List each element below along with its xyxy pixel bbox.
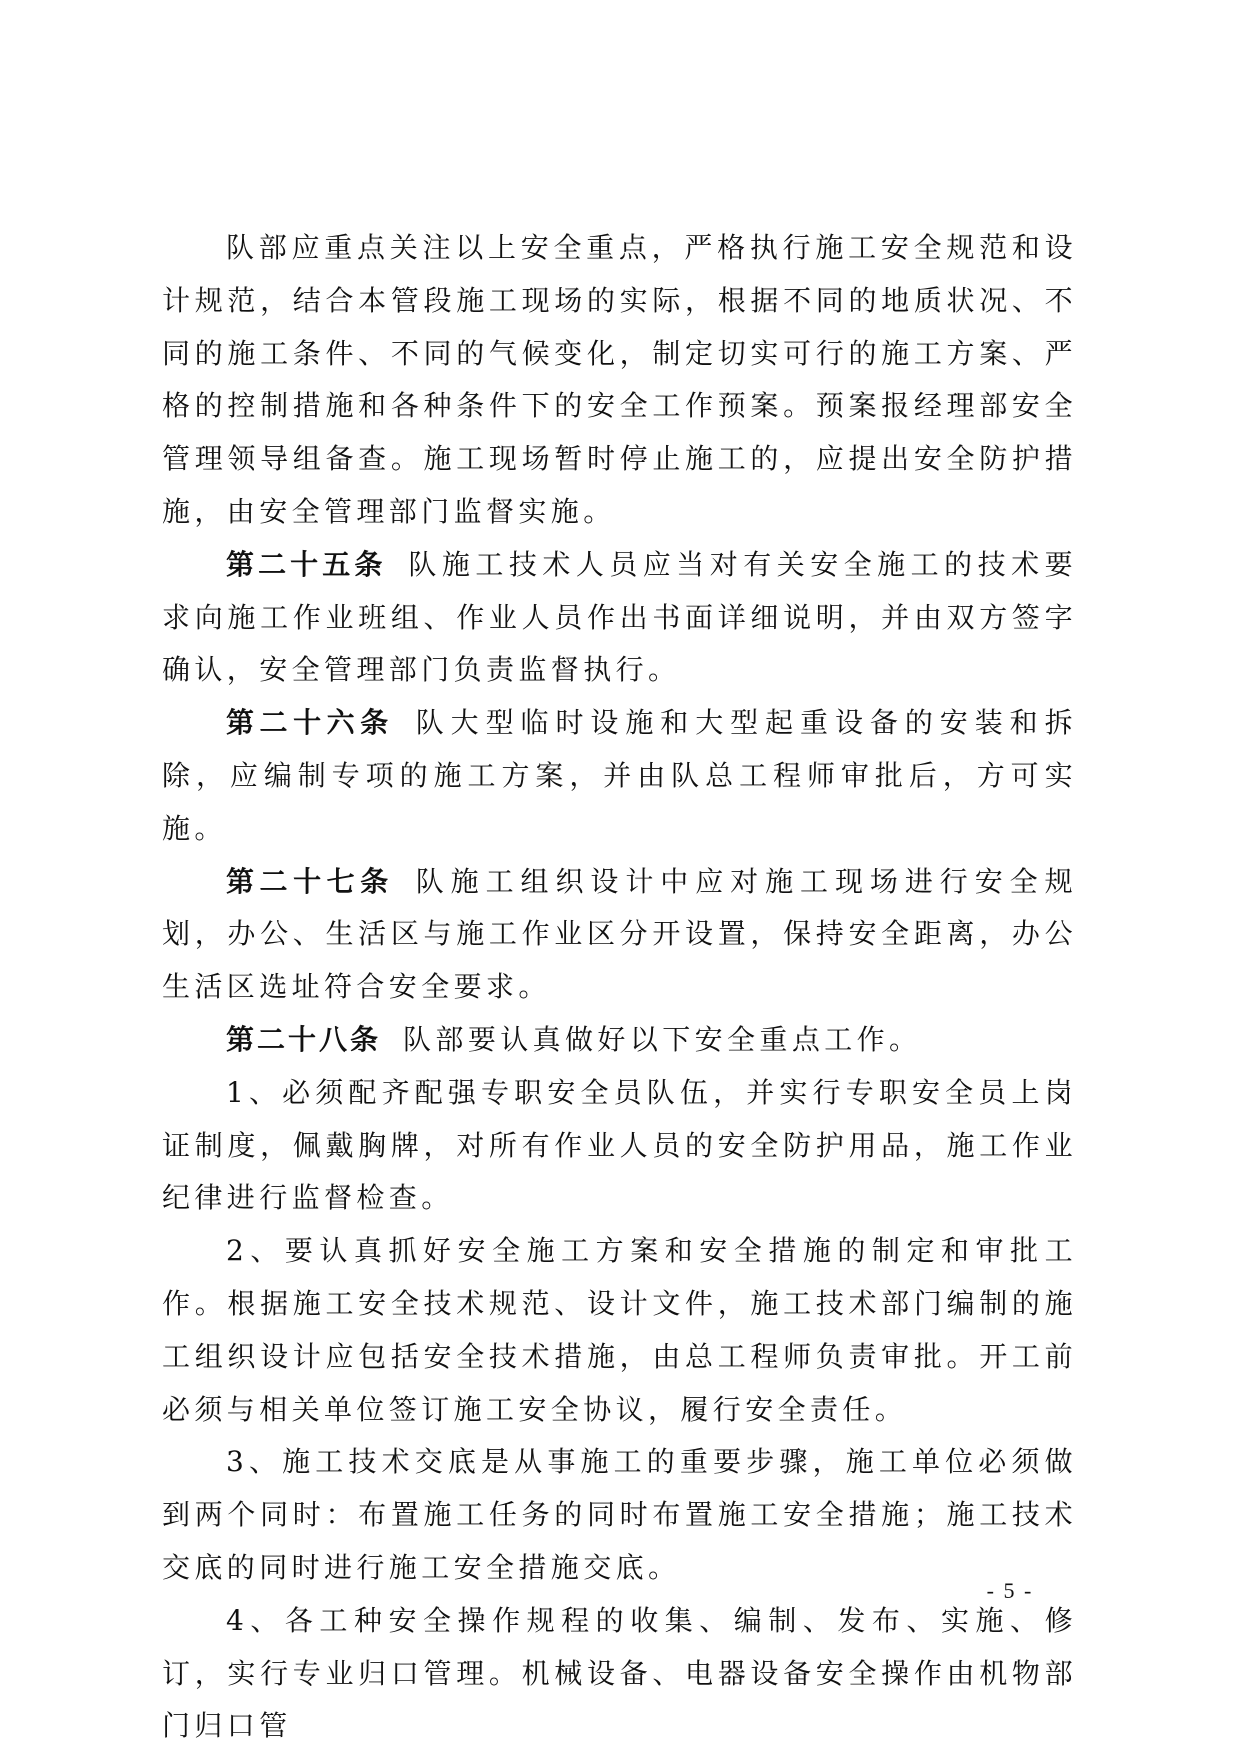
- paragraph-text: 队部应重点关注以上安全重点，严格执行施工安全规范和设计规范，结合本管段施工现场的实际，根据不同的地质状况、不同的施工条件、不同的气候变化，制定切实可行的施工方案、严格的控制措施和各种条件下的安全工作预案。预案报经理部安全管理领导组备查。施工现场暂时停止施工的，应提出安全防护措施，由安全管理部门监督实施。: [162, 231, 1077, 528]
- article-label: 第二十六条: [226, 706, 394, 740]
- article-label: 第二十七条: [226, 864, 394, 898]
- article-text: 队施工技术人员应当对有关安全施工的技术要求向施工作业班组、作业人员作出书面详细说明，并由双方签字确认，安全管理部门负责监督执行。: [162, 547, 1077, 687]
- article-28: [162, 1014, 1077, 1067]
- article-25: [162, 539, 1077, 697]
- article-text: 队大型临时设施和大型起重设备的安装和拆除，应编制专项的施工方案，并由队总工程师审批后，方可实施。: [162, 706, 1077, 845]
- article-26: [162, 697, 1077, 855]
- article-text: 队施工组织设计中应对施工现场进行安全规划，办公、生活区与施工作业区分开设置，保持安全距离，办公生活区选址符合安全要求。: [162, 864, 1077, 1004]
- article-text: 队部要认真做好以下安全重点工作。: [403, 1022, 922, 1056]
- list-item-text: 4、各工种安全操作规程的收集、编制、发布、实施、修订，实行专业归口管理。机械设备、电器设备安全操作由机物部门归口管: [162, 1603, 1077, 1743]
- list-item-text: 2、要认真抓好安全施工方案和安全措施的制定和审批工作。根据施工安全技术规范、设计文件，施工技术部门编制的施工组织设计应包括安全技术措施，由总工程师负责审批。开工前必须与相关单位签订施工安全协议，履行安全责任。: [162, 1234, 1077, 1426]
- list-item-4: [162, 1595, 1077, 1753]
- article-label: 第二十八条: [226, 1022, 382, 1056]
- list-item-2: [162, 1225, 1077, 1436]
- body-text: [162, 222, 1077, 1753]
- list-item-1: [162, 1067, 1077, 1225]
- article-label: 第二十五条: [226, 547, 387, 581]
- list-item-3: [162, 1436, 1077, 1594]
- list-item-text: 1、必须配齐配强专职安全员队伍，并实行专职安全员上岗证制度，佩戴胸牌，对所有作业人员的安全防护用品，施工作业纪律进行监督检查。: [162, 1075, 1077, 1215]
- list-item-text: 3、施工技术交底是从事施工的重要步骤，施工单位必须做到两个同时：布置施工任务的同时布置施工安全措施；施工技术交底的同时进行施工安全措施交底。: [162, 1445, 1077, 1584]
- page-number: - 5 -: [986, 1578, 1034, 1603]
- paragraph-intro: [162, 222, 1077, 539]
- article-27: [162, 856, 1077, 1014]
